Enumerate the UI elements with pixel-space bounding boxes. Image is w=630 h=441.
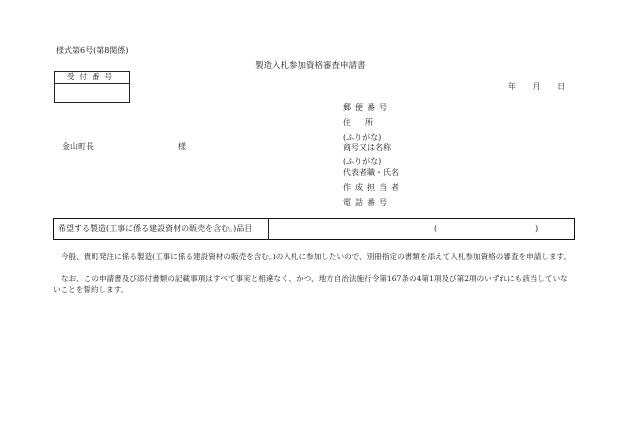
application-paragraph: 今般、貴町発注に係る製造(工事に係る建設資材の販売を含む。)の入札に参加したいので、別冊指定の書類を添えて入札参加資格の審査を申請します。: [61, 252, 572, 261]
receipt-number-label: 受付番号: [55, 72, 129, 84]
honorific: 様: [178, 142, 186, 151]
address-label: 住所: [343, 118, 387, 127]
representative-label: 代表者職・氏名: [343, 168, 399, 177]
furigana-label-2: (ふりがな): [343, 157, 382, 166]
pledge-paragraph: なお、この申請書及び添付書類の記載事項はすべて事実と相違なく、かつ、地方自治法施行令第167条の4第1項及び第2項のいずれにも該当していないことを誓約します。: [53, 274, 568, 294]
phone-label: 電話番号: [343, 198, 391, 207]
company-name-label: 商号又は名称: [343, 143, 391, 152]
addressee: 金山町長: [62, 142, 94, 151]
desired-goods-table: [53, 218, 575, 240]
goods-open-paren: (: [434, 224, 438, 233]
contact-person-label: 作成担当者: [343, 183, 403, 192]
furigana-label-1: (ふりがな): [343, 133, 382, 142]
table-divider: [268, 219, 269, 239]
receipt-number-box: [54, 71, 130, 103]
postal-code-label: 郵便番号: [343, 103, 391, 112]
date-line[interactable]: 年 月 日: [508, 82, 566, 91]
desired-goods-label: 希望する製造(工事に係る建設資材の販売を含む。)品目: [58, 224, 253, 233]
goods-close-paren: ): [535, 224, 539, 233]
document-title: 製造入札参加資格審査申請書: [255, 61, 366, 71]
receipt-number-value[interactable]: [55, 84, 129, 104]
form-number: 様式第6号(第8関係): [56, 46, 129, 55]
